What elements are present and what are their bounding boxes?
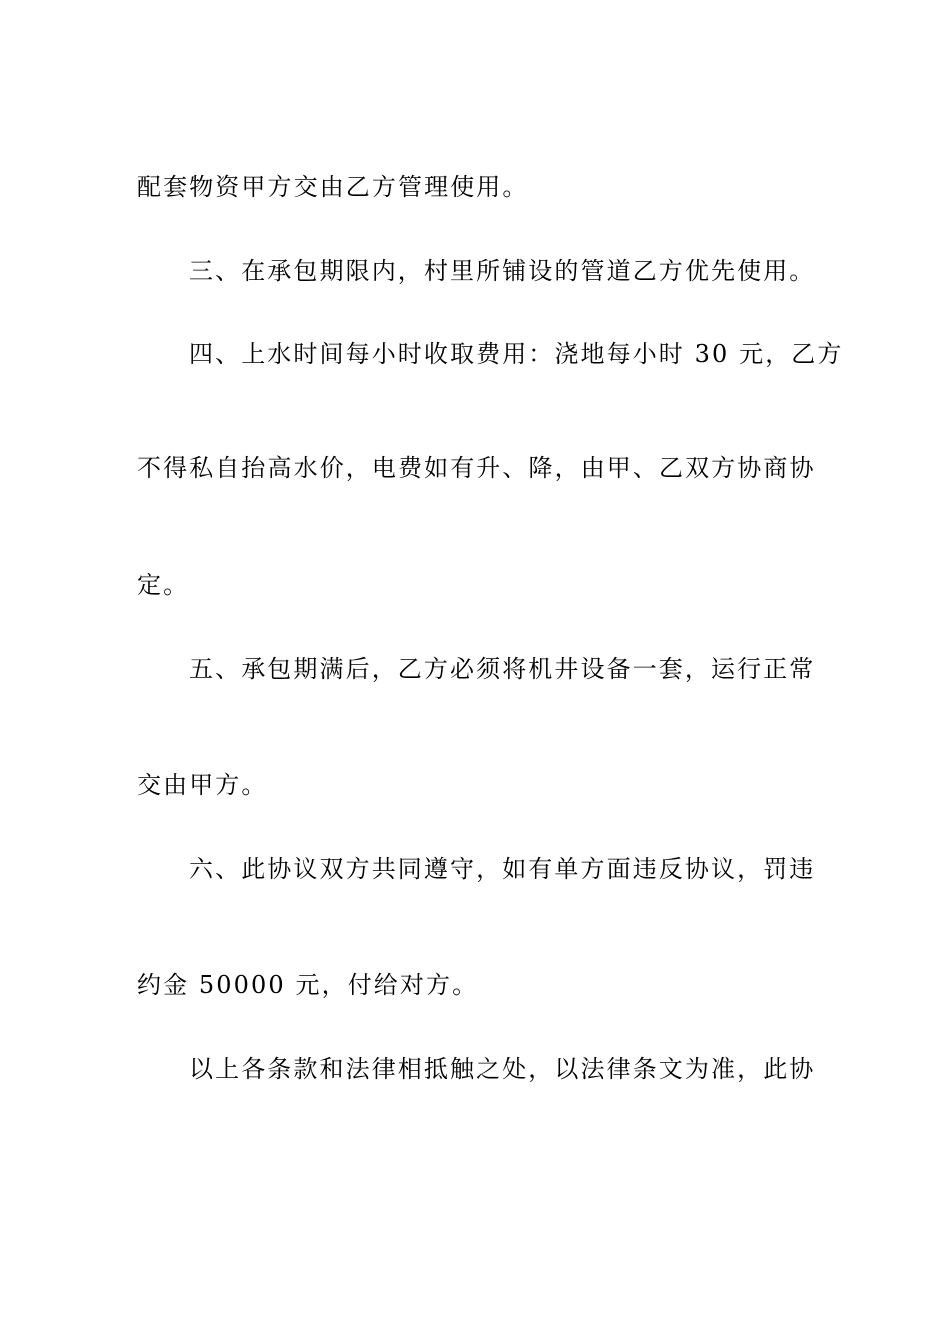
clause-4-line-1: 四、上水时间每小时收取费用：浇地每小时 30 元，乙方 (189, 340, 844, 368)
clause-5-line-2: 交由甲方。 (137, 771, 268, 799)
closing-paragraph-line-1: 以上各条款和法律相抵触之处，以法律条文为准，此协 (189, 1055, 816, 1083)
paragraph-line-1: 配套物资甲方交由乙方管理使用。 (137, 173, 529, 201)
clause-5-line-1: 五、承包期满后，乙方必须将机井设备一套，运行正常 (189, 655, 816, 683)
clause-4-line-3: 定。 (137, 571, 190, 599)
clause-6-line-2: 约金 50000 元，付给对方。 (137, 971, 479, 999)
clause-3-line-1: 三、在承包期限内，村里所铺设的管道乙方优先使用。 (189, 257, 816, 285)
clause-6-line-1: 六、此协议双方共同遵守，如有单方面违反协议，罚违 (189, 855, 816, 883)
clause-4-line-2: 不得私自抬高水价，电费如有升、降，由甲、乙双方协商协 (137, 454, 816, 482)
